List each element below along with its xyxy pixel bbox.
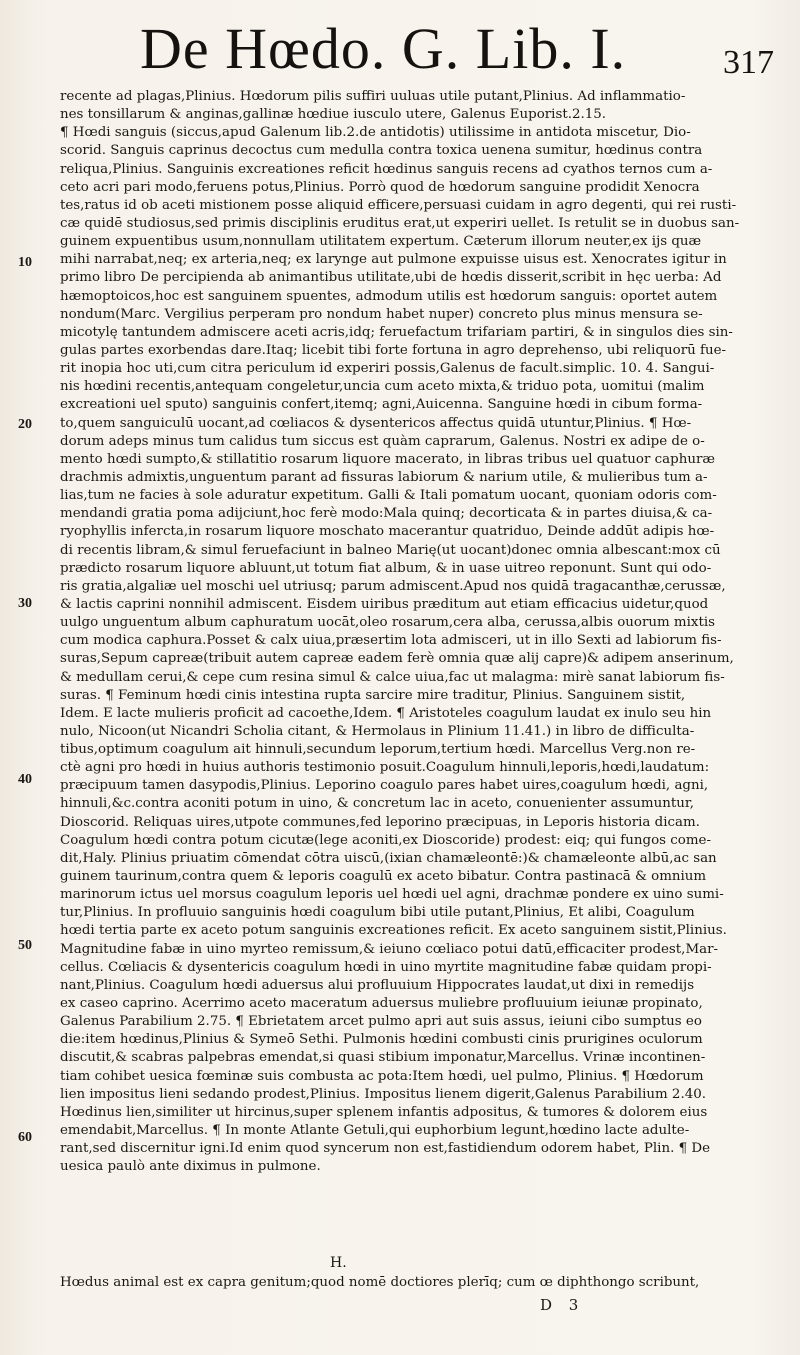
text-line: cellus. Cœliacis & dysentericis coagulum hœdi in uino myrtite magnitudine fabæ quidam propi-: [60, 959, 712, 975]
text-line: ¶ Hœdi sanguis (siccus,apud Galenum lib.2.de antidotis) utilissime in antidota miscetur, Dio-: [60, 125, 691, 141]
text-line: uulgo unguentum album caphuratum uocāt,oleo rosarum,cera alba, cerussa,albis ouorum mixtis: [60, 615, 716, 631]
text-line: die:item hœdinus,Plinius & Symeō Sethi. Pulmonis hœdini combusti cinis prurigines oculorum: [60, 1032, 703, 1048]
text-line: to,quem sanguiculū uocant,ad cœliacos & dysentericos affectus quidā utuntur,Plinius. ¶ Hœ-: [60, 415, 692, 431]
text-line: recente ad plagas,Plinius. Hœdorum pilis suffiri uuluas utile putant,Plinius. Ad inflammatio-: [60, 89, 686, 104]
text-line: Hœdinus lien,similiter ut hircinus,super splenem infantis adpositus, & tumores & dolorem eius: [60, 1104, 708, 1120]
running-header: [140, 16, 780, 90]
text-line: micotylę tantundem admiscere aceti acris,idq; feruefactum trifariam partiri, & in singulos dies sin-: [60, 324, 733, 340]
text-line: tibus,optimum coagulum ait hinnuli,secundum leporum,tertium hœdi. Marcellus Verg.non re-: [60, 742, 696, 758]
text-line: suras,Sepum capreæ(tribuit autem capreæ eadem ferè omnia quæ alij capre)& adipem anserinum,: [60, 651, 734, 667]
text-line: discutit,& scabras palpebras emendat,si quasi stibium imponatur,Marcellus. Vrinæ incontinen-: [60, 1050, 706, 1066]
text-line: ctè agni pro hœdi in huius authoris testimonio posuit.Coagulum hinnuli,leporis,hœdi,laudatum:: [60, 760, 710, 776]
page-title: De Hœdo. G. Lib. I.: [140, 16, 627, 81]
text-line: Dioscorid. Reliquas uires,utpote communes,fed leporino præcipuas, in Leporis historia dicam.: [60, 814, 700, 830]
text-line: guinem taurinum,contra quem & leporis coagulū ex aceto bibatur. Contra pastinacā & omnium: [60, 869, 707, 885]
signature-mark: D 3: [540, 1296, 585, 1314]
text-line: mihi narrabat,neq; ex arteria,neq; ex larynge aut pulmone expuisse uisus est. Xenocrates igitur in: [60, 252, 727, 268]
text-line: nant,Plinius. Coagulum hœdi aduersus alui profluuium Hippocrates laudat,ut dixi in remedijs: [60, 977, 695, 993]
text-line: scorid. Sanguis caprinus decoctus cum medulla contra toxica uenena sumitur, hœdinus contra: [60, 143, 703, 159]
text-line: primo libro De percipienda ab animantibus utilitate,ubi de hœdis disserit,scribit in hęc uerba: Ad: [60, 270, 722, 286]
text-line: & lactis caprini nonnihil admiscent. Eisdem uiribus præditum aut etiam efficacius uidetur,quod: [60, 596, 709, 612]
text-line: suras. ¶ Feminum hœdi cinis intestina rupta sarcire mire traditur, Plinius. Sanguinem sistit,: [60, 687, 686, 703]
text-line: ris gratia,algaliæ uel moschi uel utriusq; parum admiscent.Apud nos quidā tragacanthæ,cerussæ,: [60, 578, 726, 594]
text-line: mento hœdi sumpto,& stillatitio rosarum liquore macerato, in libras tribus uel quatuor caphuræ: [60, 451, 715, 467]
text-line: Coagulum hœdi contra potum cicutæ(lege aconiti,ex Dioscoride) prodest: eiq; qui fungos come-: [60, 832, 711, 848]
text-line: guinem expuentibus usum,nonnullam utilitatem expertum. Cæterum illorum neuter,ex ijs quæ: [60, 234, 702, 250]
text-line: & medullam cerui,& cepe cum resina simul & calce uiua,fac ut malagma: mirè sanat labiorum fis-: [60, 669, 725, 685]
text-line: Idem. E lacte mulieris proficit ad cacoethe,Idem. ¶ Aristoteles coagulum laudat ex inulo seu hin: [60, 705, 712, 721]
text-line: emendabit,Marcellus. ¶ In monte Atlante Getuli,qui euphorbium legunt,hœdino lacte adulte-: [60, 1123, 690, 1139]
text-line: di recentis libram,& simul feruefaciunt in balneo Marię(ut uocant)donec omnia albescant:mox cū: [60, 542, 721, 558]
closing-line: Hœdus animal est ex capra genitum;quod nomē doctiores plerīq; cum œ diphthongo scribunt,: [60, 1275, 700, 1290]
line-number: 30: [18, 596, 32, 611]
text-line: nes tonsillarum & anginas,gallinæ hœdiue iusculo utere, Galenus Euporist.2.15.: [60, 107, 607, 123]
text-line: lien impositus lieni sedando prodest,Plinius. Impositus lienem digerit,Galenus Parabilium 2.40.: [60, 1086, 707, 1102]
text-line: dit,Haly. Plinius priuatim cōmendat cōtra uiscū,(ixian chamæleontē:)& chamæleonte albū,ac san: [60, 850, 717, 866]
text-line: præcipuum tamen dasypodis,Plinius. Leporino coagulo pares habet uires,coagulum hœdi, agni,: [60, 778, 709, 794]
text-line: Magnitudine fabæ in uino myrteo remissum,& ieiuno cœliaco potui datū,efficaciter prodest,Mar-: [60, 941, 719, 957]
text-line: nulo, Nicoon(ut Nicandri Scholia citant, & Hermolaus in Plinium 11.41.) in libro de difficulta-: [60, 723, 695, 739]
text-line: ceto acri pari modo,feruens potus,Plinius. Porrò quod de hœdorum sanguine prodidit Xenocra: [60, 179, 700, 195]
text-line: drachmis admixtis,unguentum parant ad fissuras labiorum & narium utile, & mulieribus tum a-: [60, 469, 708, 485]
text-line: tes,ratus id ob aceti mistionem posse aliquid efficere,persuasi cuidam in agro degenti, qui rei rusti-: [60, 197, 737, 213]
text-line: hinnuli,&c.contra aconiti potum in uino, & concretum lac in aceto, conuenienter assumuntur,: [60, 796, 695, 812]
section-letter: H.: [330, 1255, 347, 1271]
line-number: 40: [18, 772, 32, 787]
text-line: hœdi tertia parte ex aceto potum sanguinis excreationes reficit. Ex aceto sanguinem sistit,Plinius.: [60, 923, 727, 939]
text-line: hæmoptoicos,hoc est sanguinem spuentes, admodum utilis est hœdorum sanguis: oportet autem: [60, 288, 718, 304]
text-line: nondum(Marc. Vergilius perperam pro nondum habet nuper) concreto plus minus mensura se-: [60, 306, 703, 322]
text-line: dorum adeps minus tum calidus tum siccus est quàm caprarum, Galenus. Nostri ex adipe de o-: [60, 433, 705, 449]
text-line: excreationi uel sputo) sanguinis confert,itemq; agni,Auicenna. Sanguine hœdi in cibum forma-: [60, 397, 703, 413]
line-number: 60: [18, 1130, 32, 1145]
text-line: gulas partes exorbendas dare.Itaq; licebit tibi forte fortuna in agro deprehenso, ubi reliquorū fue-: [60, 342, 727, 358]
line-number: 10: [18, 255, 32, 270]
text-line: rit inopia hoc uti,cum citra periculum id experiri possis,Galenus de facult.simplic. 10. 4. Sangui-: [60, 361, 715, 377]
page-number: 317: [723, 44, 774, 81]
text-line: marinorum ictus uel morsus coagulum leporis uel hœdi uel agni, drachmæ pondere ex uino sumi-: [60, 887, 724, 903]
text-line: tur,Plinius. In profluuio sanguinis hœdi coagulum bibi utile putant,Plinius, Et alibi, Coagulum: [60, 905, 695, 921]
text-line: reliqua,Plinius. Sanguinis excreationes reficit hœdinus sanguis recens ad cyathos ternos cum a-: [60, 161, 713, 177]
text-line: ryophyllis infercta,in rosarum liquore moschato macerantur quatriduo, Deinde addūt adipis hœ-: [60, 524, 715, 540]
text-line: cæ quidē studiosus,sed primis disciplinis eruditus erat,ut experiri uellet. Is retulit se in duobus san-: [60, 215, 740, 231]
text-line: lias,tum ne facies à sole aduratur expetitum. Galli & Itali pomatum uocant, quoniam odoris com-: [60, 488, 717, 504]
text-line: prædicto rosarum liquore abluunt,ut totum fiat album, & in uase uitreo reponunt. Sunt qui odo-: [60, 560, 712, 576]
line-number: 20: [18, 417, 32, 432]
line-number: 50: [18, 938, 32, 953]
text-line: tiam cohibet uesica fœminæ suis combusta ac pota:Item hœdi, uel pulmo, Plinius. ¶ Hœdorum: [60, 1068, 704, 1084]
text-line: mendandi gratia poma adijciunt,hoc ferè modo:Mala quinq; decorticata & in partes diuisa,& ca-: [60, 506, 713, 522]
text-line: cum modica caphura.Posset & calx uiua,præsertim lota admisceri, ut in illo Sexti ad labiorum fis-: [60, 633, 722, 649]
text-line: Galenus Parabilium 2.75. ¶ Ebrietatem arcet pulmo apri aut suis assus, ieiuni cibo sumptus eo: [60, 1014, 702, 1030]
main-text-column: [60, 88, 780, 1176]
text-line: ex caseo caprino. Acerrimo aceto maceratum aduersus muliebre profluuium ieiunæ propinato,: [60, 996, 703, 1012]
text-line: rant,sed discernitur igni.Id enim quod syncerum non est,fastidiendum odorem habet, Plin. ¶ De: [60, 1141, 711, 1157]
text-line: uesica paulò ante diximus in pulmone.: [60, 1159, 321, 1175]
text-line: nis hœdini recentis,antequam congeletur,uncia cum aceto mixta,& triduo pota, uomitui (malim: [60, 379, 705, 395]
